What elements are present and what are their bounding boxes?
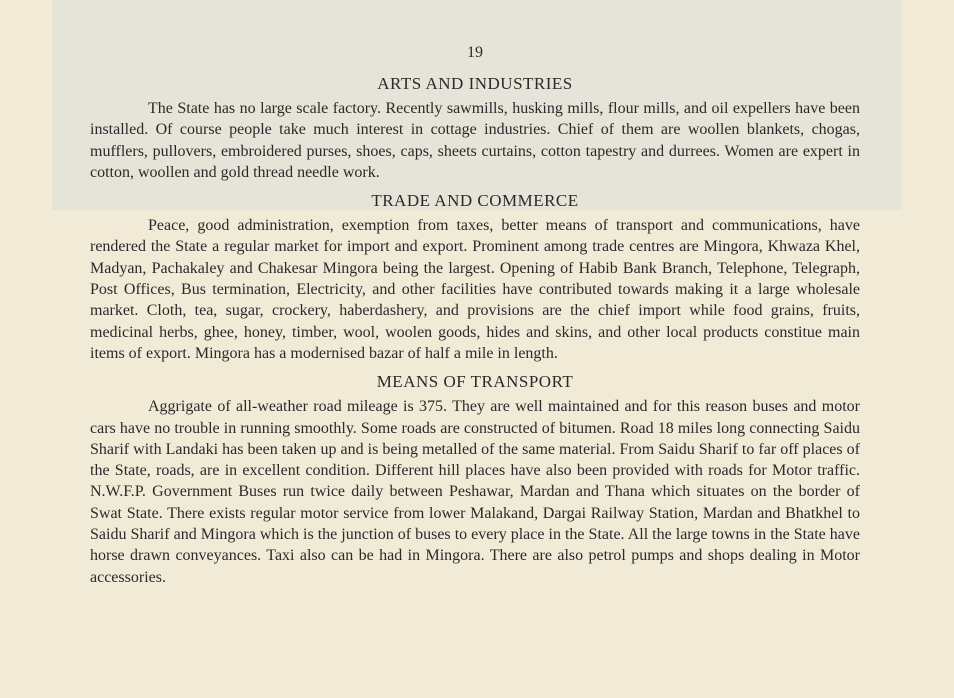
section-paragraph-transport: Aggrigate of all-weather road mileage is 375. They are well maintained and for this reason buses and motor cars have no trouble in running smoothly. Some roads are constructed of bitumen. Road 18 miles long connecting Saidu Sharif with Landaki has been taken up and is being metalled of the same material. From Saidu Sharif to far off places of the State, roads, are in excellent condition. Different hill places have also been provided with roads for Motor traffic. N.W.F.P. Government Buses run twice daily between Peshawar, Mardan and Thana which situates on the border of Swat State. There exists regular motor service from lower Malakand, Dargai Railway Station, Mardan and Bhatkhel to Saidu Sharif and Mingora which is the junction of buses to every place in the State. All the large towns in the State have horse drawn conveyances. Taxi also can be had in Mingora. There are also petrol pumps and shops dealing in Motor accessories. (90, 398, 860, 586)
section-heading-trade: TRADE AND COMMERCE (371, 191, 579, 211)
section-paragraph-trade: Peace, good administration, exemption from taxes, better means of transport and communications, have rendered the State a regular market for import and export. Prominent among trade centres are Mingora, Khwaza Khel, Madyan, Pachakaley and Chakesar Mingora being the largest. Opening of Habib Bank Branch, Telephone, Telegraph, Post Offices, Bus termination, Electricity, and other facilities have contributed towards making it a large wholesale market. Cloth, tea, sugar, crockery, haberdashery, and provisions are the chief import while food grains, fruits, medicinal herbs, ghee, honey, timber, wool, woolen goods, hides and skins, and other local products constitue main items of export. Mingora has a modernised bazar of half a mile in length. (90, 217, 860, 362)
document-page (90, 38, 860, 596)
page-number: 19 (467, 44, 483, 61)
section-paragraph-arts: The State has no large scale factory. Recently sawmills, husking mills, flour mills, and oil expellers have been installed. Of course people take much interest in cottage industries. Chief of them are woollen blankets, chogas, mufflers, pullovers, embroidered purses, shoes, caps, sheets curtains, cotton tapestry and durrees. Women are expert in cotton, woollen and gold thread needle work. (90, 100, 860, 181)
section-heading-arts: ARTS AND INDUSTRIES (377, 74, 573, 93)
section-heading-transport: MEANS OF TRANSPORT (376, 372, 574, 392)
